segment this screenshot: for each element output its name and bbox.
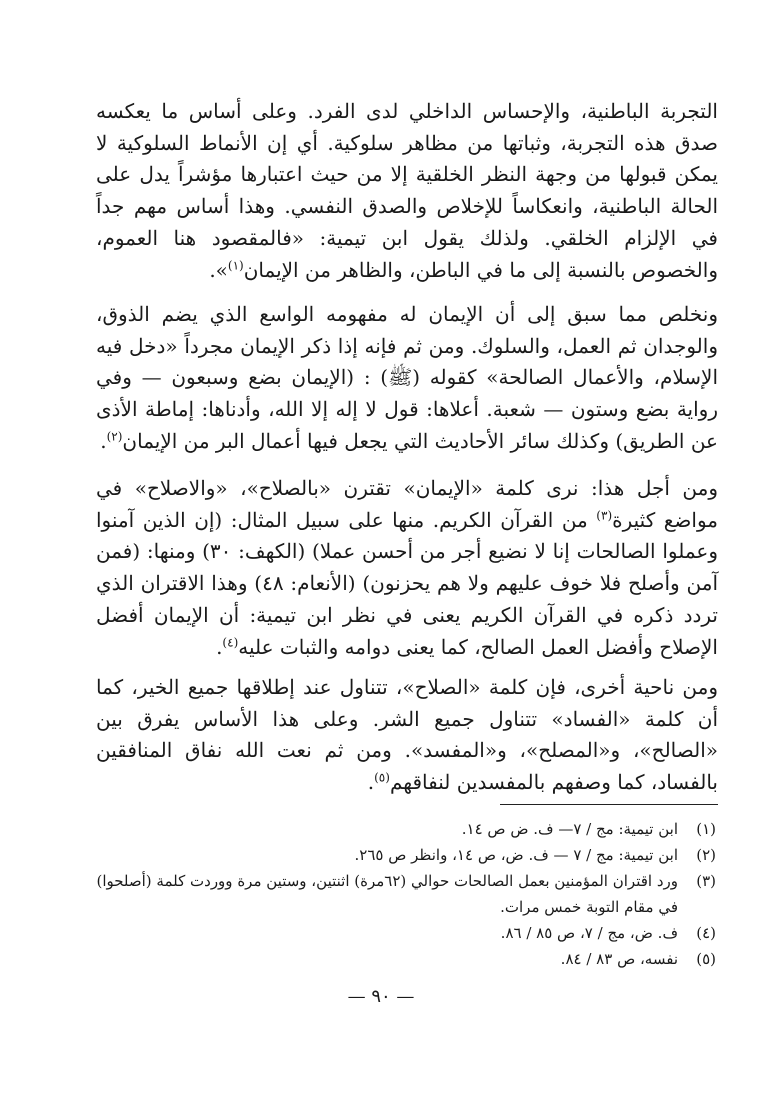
footnote-ref-3[interactable]: (٣) [596, 508, 613, 523]
page-number: — ٩٠ — [347, 986, 415, 1007]
paragraph-4 [96, 672, 718, 799]
footnote-item [96, 920, 720, 946]
paragraph-1-text: التجربة الباطنية، والإحساس الداخلي لدى الفرد. وعلى أساس ما يعكسه صدق هذه التجربة، وثباتها من مظاهر سلوكية. أي إن الأنماط السلوكية لا يمكن قبولها من وجهة النظر الخلقية إلا من حيث اعتبارها مؤشراً يدل على الحالة الباطنية، وانعكاساً للإخلاص والصدق النفسي. وهذا أساس مهم جداً في الإلزام الخلقي. ولذلك يقول ابن تيمية: «فالمقصود هنا العموم، والخصوص بالنسبة إلى ما في الباطن، والظاهر من الإيمان [96, 99, 718, 282]
paragraph-3-text: ومن أجل هذا: نرى كلمة «الإيمان» تقترن «بالصلاح»، «والاصلاح» في مواضع كثيرة [96, 476, 718, 532]
footnote-item [96, 816, 720, 842]
paragraph-3 [96, 473, 718, 663]
footnote-ref-5[interactable]: (٥) [374, 770, 390, 785]
paragraph-1-tail: ». [209, 257, 228, 282]
footnote-number: (٥) [696, 950, 716, 968]
footnote-text: ورد اقتران المؤمنين بعمل الصالحات حوالي (٦٢مرة) اثنتين، وستين مرة ووردت كلمة (أصلحوا) في مقام التوبة خمس مرات. [96, 872, 678, 916]
footnote-text: ف. ض، مج / ٧، ص ٨٥ / ٨٦. [500, 924, 678, 942]
paragraph-4-tail: . [367, 770, 375, 795]
footnote-item [96, 946, 720, 972]
footnote-text: نفسه، ص ٨٣ / ٨٤. [560, 950, 678, 968]
footnote-text: ابن تيمية: مج / ٧— ف. ض ص ١٤. [461, 820, 678, 838]
footnote-number: (٢) [696, 846, 716, 864]
footnote-ref-1[interactable]: (١) [227, 257, 244, 272]
footnote-ref-2[interactable]: (٢) [106, 429, 123, 444]
footnote-number: (٣) [696, 872, 716, 890]
footnote-text: ابن تيمية: مج / ٧ — ف. ض، ص ١٤، وانظر ص ٢٦٥. [354, 846, 678, 864]
paragraph-4-text: ومن ناحية أخرى، فإن كلمة «الصلاح»، تتناول عند إطلاقها جميع الخير، كما أن كلمة «الفساد» تتناول جميع الشر. وعلى هذا الأساس يفرق بين «الصالح»، و«المصلح»، و«المفسد». ومن ثم نعت الله نفاق المنافقين بالفساد، كما وصفهم بالمفسدين لنفاقهم [96, 675, 718, 795]
paragraph-2-text: ونخلص مما سبق إلى أن الإيمان له مفهومه الواسع الذي يضم الذوق، والوجدان ثم العمل، والسلوك. ومن ثم فإنه إذا ذكر الإيمان مجرداً «دخل فيه الإسلام، والأعمال الصالحة» كقوله (ﷺ) : (الإيمان بضع وسبعون — وفي رواية بضع وستون — شعبة. أعلاها: قول لا إله إلا الله، وأدناها: إماطة الأذى عن الطريق) وكذلك سائر الأحاديث التي يجعل فيها أعمال البر من الإيمان [96, 302, 718, 453]
footnote-item [96, 842, 720, 868]
paragraph-3-middle: من القرآن الكريم. منها على سبيل المثال: (إن الذين آمنوا وعملوا الصالحات إنا لا نضيع أجر من أحسن عملا) (الكهف: ٣٠) ومنها: (فمن آمن وأصلح فلا خوف عليهم ولا هم يحزنون) (الأنعام: ٤٨) وهذا الاقتران الذي تردد ذكره في القرآن الكريم يعنى في نظر ابن تيمية: أن الإيمان أفضل الإصلاح وأفضل العمل الصالح، كما يعنى دوامه والثبات عليه [96, 507, 719, 659]
paragraph-2-tail: . [100, 428, 107, 453]
footnote-number: (١) [696, 820, 716, 838]
paragraph-2 [96, 299, 718, 458]
paragraph-3-tail: . [216, 634, 223, 659]
footnote-ref-4[interactable]: (٤) [222, 634, 239, 649]
footnotes-list [96, 816, 720, 972]
footnote-item [96, 868, 720, 920]
paragraph-1 [96, 96, 718, 286]
footnote-number: (٤) [696, 924, 716, 942]
footnote-separator [500, 804, 718, 805]
